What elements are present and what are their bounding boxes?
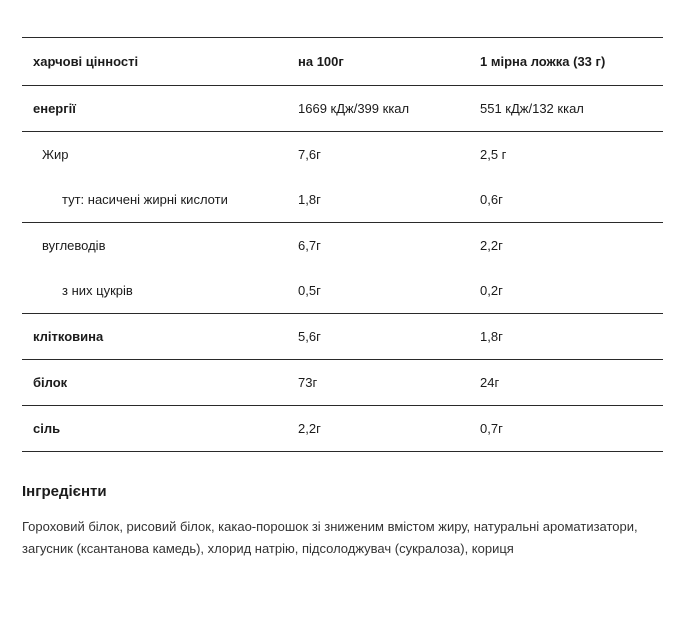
row-label: Жир [42, 147, 69, 162]
table-row-energy [22, 86, 663, 132]
table-row-carbohydrates [22, 223, 663, 268]
row-value-per-scoop: 551 кДж/132 ккал [480, 101, 584, 116]
table-row-protein [22, 360, 663, 406]
table-row-salt [22, 406, 663, 452]
row-value-per-scoop: 0,6г [480, 192, 503, 207]
row-label: вуглеводів [42, 238, 106, 253]
row-value-per-scoop: 24г [480, 375, 500, 390]
header-per-100g: на 100г [298, 54, 344, 69]
row-value-per-scoop: 0,2г [480, 283, 503, 298]
row-label: з них цукрів [62, 283, 133, 298]
table-row-saturated-fat [22, 177, 663, 223]
row-value-per100: 1,8г [298, 192, 321, 207]
row-value-per100: 1669 кДж/399 ккал [298, 101, 410, 116]
row-value-per100: 7,6г [298, 147, 321, 162]
table-row-sugars [22, 268, 663, 314]
row-value-per-scoop: 2,2г [480, 238, 503, 253]
table-row-fiber [22, 314, 663, 360]
row-label: сіль [33, 421, 61, 436]
row-value-per-scoop: 2,5 г [480, 147, 507, 162]
ingredients-title: Інгредієнти [22, 483, 107, 500]
row-label: клітковина [33, 329, 104, 344]
row-value-per100: 6,7г [298, 238, 321, 253]
table-row-fat [22, 132, 663, 177]
row-value-per100: 5,6г [298, 329, 321, 344]
ingredients-text: Гороховий білок, рисовий білок, какао-порошок зі зниженим вмістом жиру, натуральні ароматизатори, загусник (ксантанова камедь), хлорид натрію, підсолоджувач (сукралоза), кориця [22, 519, 638, 556]
header-per-scoop: 1 мірна ложка (33 г) [480, 54, 606, 69]
nutrition-table [22, 37, 663, 452]
table-header-row [22, 38, 663, 86]
row-label: білок [33, 375, 68, 390]
row-value-per-scoop: 1,8г [480, 329, 503, 344]
row-label: тут: насичені жирні кислоти [62, 192, 228, 207]
row-value-per100: 73г [298, 375, 318, 390]
row-label: енергії [33, 101, 76, 116]
row-value-per-scoop: 0,7г [480, 421, 503, 436]
row-value-per100: 0,5г [298, 283, 321, 298]
header-nutrition-values: харчові цінності [33, 54, 139, 69]
ingredients-section [22, 483, 652, 560]
row-value-per100: 2,2г [298, 421, 321, 436]
